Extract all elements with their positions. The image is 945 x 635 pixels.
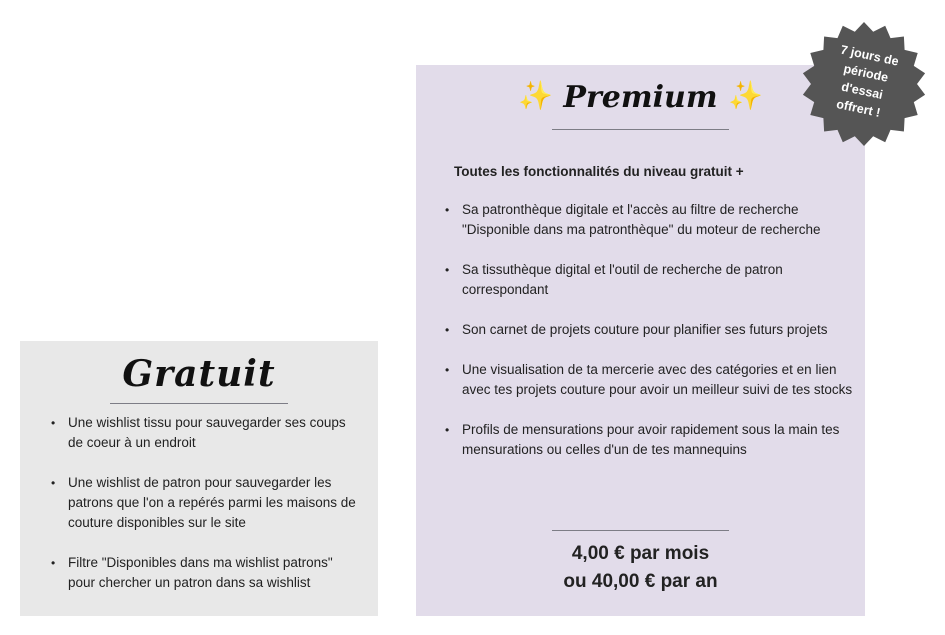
- trial-badge-line: 7 jours de: [839, 42, 900, 69]
- trial-badge: [800, 20, 928, 148]
- free-feature-item: • Une wishlist de patron pour sauvegarder les patrons que l'on a repérés parmi les maisons de couture disponibles sur le site: [48, 473, 358, 533]
- premium-feature-item: • Sa patronthèque digitale et l'accès au filtre de recherche "Disponible dans ma patronthèque" du moteur de recherche: [442, 200, 860, 240]
- sparkle-icon: ✨: [518, 79, 553, 112]
- price-yearly: ou 40,00 € par an: [563, 571, 718, 592]
- free-plan-title: Gratuit: [122, 353, 276, 395]
- premium-feature-item: • Sa tissuthèque digital et l'outil de recherche de patron correspondant: [442, 260, 860, 300]
- premium-feature-item: • Profils de mensurations pour avoir rapidement sous la main tes mensurations ou celles d'un de tes mannequins: [442, 420, 860, 460]
- price-divider: [552, 530, 729, 531]
- trial-badge-line: offrert !: [835, 96, 882, 120]
- premium-plan-card: [416, 65, 865, 616]
- free-feature-item: • Filtre "Disponibles dans ma wishlist patrons" pour chercher un patron dans sa wishlist: [48, 553, 358, 593]
- sparkle-icon: ✨: [728, 79, 763, 112]
- trial-badge-line: période: [842, 61, 890, 85]
- premium-plan-title: Premium: [563, 80, 718, 115]
- price-monthly: 4,00 € par mois: [571, 543, 710, 564]
- premium-feature-item: • Son carnet de projets couture pour planifier ses futurs projets: [442, 320, 860, 340]
- premium-intro: Toutes les fonctionnalités du niveau gratuit +: [454, 164, 744, 179]
- free-plan-card: [20, 341, 378, 616]
- premium-title-divider: [552, 129, 729, 130]
- premium-feature-item: • Une visualisation de ta mercerie avec des catégories et en lien avec tes projets couture pour avoir un meilleur suivi de tes stocks: [442, 360, 860, 400]
- free-feature-list: [48, 413, 358, 613]
- trial-badge-line: d'essai: [840, 79, 885, 103]
- free-title-divider: [110, 403, 288, 404]
- premium-feature-list: [442, 200, 860, 480]
- free-feature-item: • Une wishlist tissu pour sauvegarder ses coups de coeur à un endroit: [48, 413, 358, 453]
